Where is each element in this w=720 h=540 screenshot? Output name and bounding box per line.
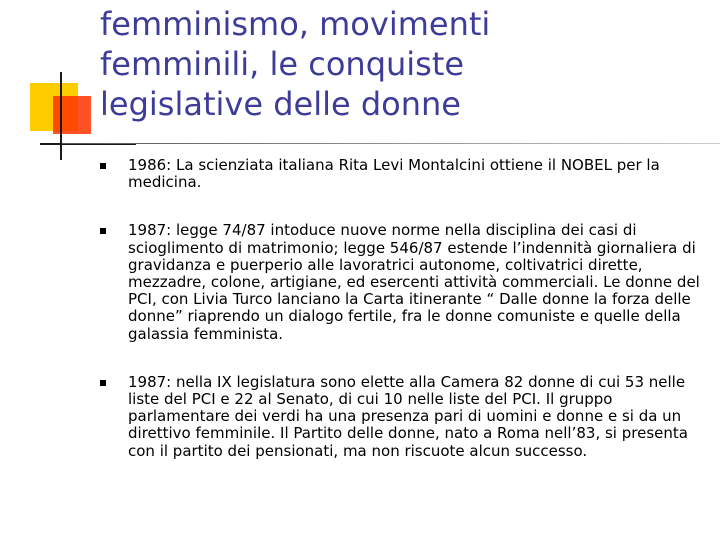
bullet-text: 1986: La scienziata italiana Rita Levi Montalcini ottiene il NOBEL per la medicina. <box>128 156 660 192</box>
square-bullet-icon <box>100 163 106 169</box>
decorative-vertical-line <box>60 72 62 160</box>
decorative-red-square <box>53 96 91 134</box>
bullet-item-1986-nobel <box>100 157 705 191</box>
title-line: femminili, le conquiste <box>100 45 465 83</box>
bullet-item-1987-laws <box>100 222 705 342</box>
bullet-list <box>100 157 705 491</box>
bullet-text: 1987: nella IX legislatura sono elette alla Camera 82 donne di cui 53 nelle liste del PCI e 22 al Senato, di cui 10 nelle liste del PCI. Il gruppo parlamentare dei verdi ha una presenza pari di uomini e donne e si da un direttivo femminile. Il Partito delle donne, nato a Roma nell’83, si presenta con il partito dei pensionati, ma non riscuote alcun successo. <box>128 372 688 460</box>
title-line: femminismo, movimenti <box>100 5 491 43</box>
slide-title <box>100 4 700 124</box>
square-bullet-icon <box>100 380 106 386</box>
title-line: legislative delle donne <box>100 85 461 123</box>
title-underline-rule <box>62 143 720 144</box>
bullet-item-1987-legislature <box>100 374 705 460</box>
bullet-text: 1987: legge 74/87 intoduce nuove norme nella disciplina dei casi di scioglimento di matrimonio; legge 546/87 estende l’indennità giornaliera di gravidanza e puerperio alle lavoratrici autonome, coltivatrici dirette, mezzadre, colone, artigiane, ed esercenti attività commerciali. Le donne del PCI, con Livia Turco lanciano la Carta itinerante “ Dalle donne la forza delle donne” riaprendo un dialogo fertile, fra le donne comuniste e quelle della galassia femminista. <box>128 221 700 343</box>
square-bullet-icon <box>100 228 106 234</box>
